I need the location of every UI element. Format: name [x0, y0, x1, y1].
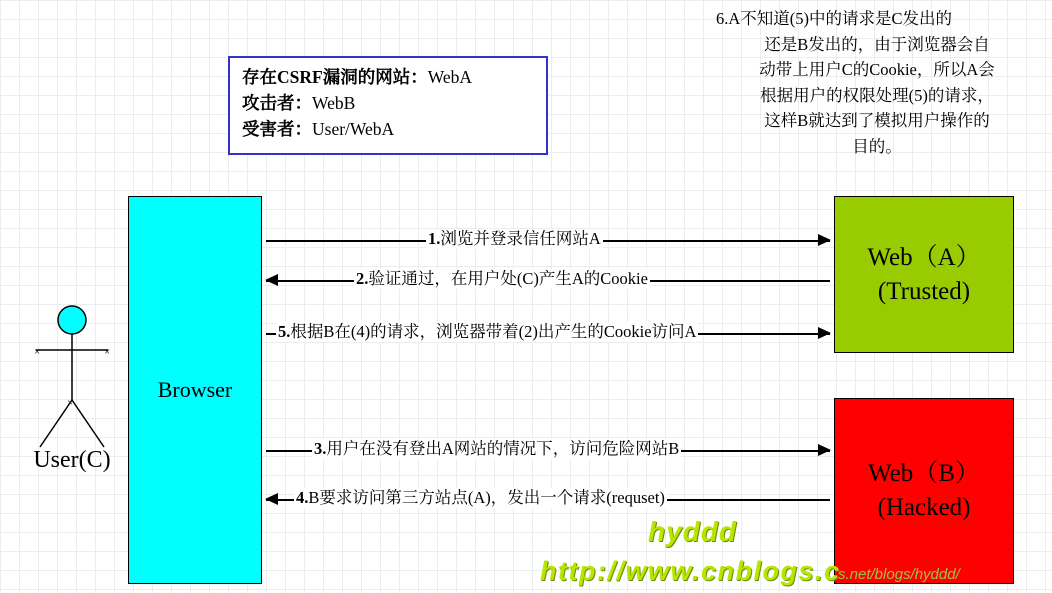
legend-line-1-value: WebA — [427, 67, 472, 87]
legend-line-2-label: 攻击者： — [242, 93, 312, 113]
watermark-url: http://www.cnblogs.c — [540, 556, 841, 586]
web-a-subtitle: (Trusted) — [877, 277, 971, 305]
note-line-2: 还是B发出的，由于浏览器会自 — [764, 34, 990, 54]
message-4-text — [294, 488, 667, 508]
message-3-text — [312, 439, 681, 459]
message-4-number: 4. — [296, 488, 309, 507]
message-2-text — [354, 269, 650, 289]
note-line-6: 目的。 — [852, 136, 902, 156]
watermark-brand: hyddd — [648, 516, 737, 547]
svg-text:×: × — [34, 346, 41, 358]
web-b-subtitle: (Hacked) — [877, 494, 971, 521]
note-line-3: 动带上用户C的Cookie，所以A会 — [759, 60, 995, 79]
message-1-number: 1. — [428, 229, 441, 248]
message-3 — [266, 441, 830, 461]
note-line-5: 这样B就达到了模拟用户操作的 — [764, 111, 990, 130]
message-2 — [266, 271, 830, 291]
legend-line-2-value: WebB — [312, 93, 356, 113]
message-5 — [266, 324, 830, 344]
message-2-number: 2. — [356, 269, 369, 288]
legend-line-2 — [242, 90, 536, 116]
message-5-arrowhead — [818, 327, 831, 339]
stick-figure-icon — [30, 305, 114, 450]
message-4 — [266, 490, 830, 510]
legend-line-3-label: 受害者： — [242, 119, 312, 139]
message-2-label: 验证通过，在用户处(C)产生A的Cookie — [368, 269, 648, 288]
message-5-text — [276, 322, 698, 342]
message-5-label: 根据B在(4)的请求，浏览器带着(2)出产生的Cookie访问A — [290, 322, 697, 341]
message-1-label: 浏览并登录信任网站A — [440, 229, 601, 248]
legend-box — [228, 56, 548, 155]
message-2-arrowhead — [265, 274, 278, 286]
note-line-1: 6.A不知道(5)中的请求是C发出的 — [716, 9, 953, 28]
message-4-label: B要求访问第三方站点(A)，发出一个请求(requset) — [308, 488, 665, 507]
message-3-arrowhead — [818, 444, 831, 456]
browser-node — [128, 196, 262, 584]
web-a-node — [834, 196, 1014, 353]
web-b-title: Web（B） — [868, 460, 980, 487]
user-label: User(C) — [33, 447, 111, 473]
note-line-4: 根据用户的权限处理(5)的请求， — [760, 85, 994, 105]
message-1 — [266, 231, 830, 251]
message-3-label: 用户在没有登出A网站的情况下，访问危险网站B — [326, 439, 680, 458]
message-1-arrowhead — [818, 234, 831, 246]
legend-line-3-value: User/WebA — [312, 119, 395, 139]
message-5-number: 5. — [278, 322, 291, 341]
browser-label: Browser — [157, 377, 233, 402]
note-block — [716, 6, 1038, 159]
legend-line-1 — [242, 64, 536, 90]
svg-text:×: × — [104, 346, 111, 358]
legend-line-1-label: 存在CSRF漏洞的网站： — [242, 67, 428, 87]
watermark-url-tail: s.net/blogs/hyddd/ — [838, 566, 960, 583]
svg-text:×: × — [67, 397, 74, 409]
message-4-arrowhead — [265, 493, 278, 505]
user-stick-figure — [30, 305, 114, 450]
web-a-title: Web（A） — [867, 243, 981, 271]
message-1-text — [426, 229, 603, 249]
message-3-number: 3. — [314, 439, 327, 458]
web-b-node — [834, 398, 1014, 584]
legend-line-3 — [242, 116, 536, 142]
